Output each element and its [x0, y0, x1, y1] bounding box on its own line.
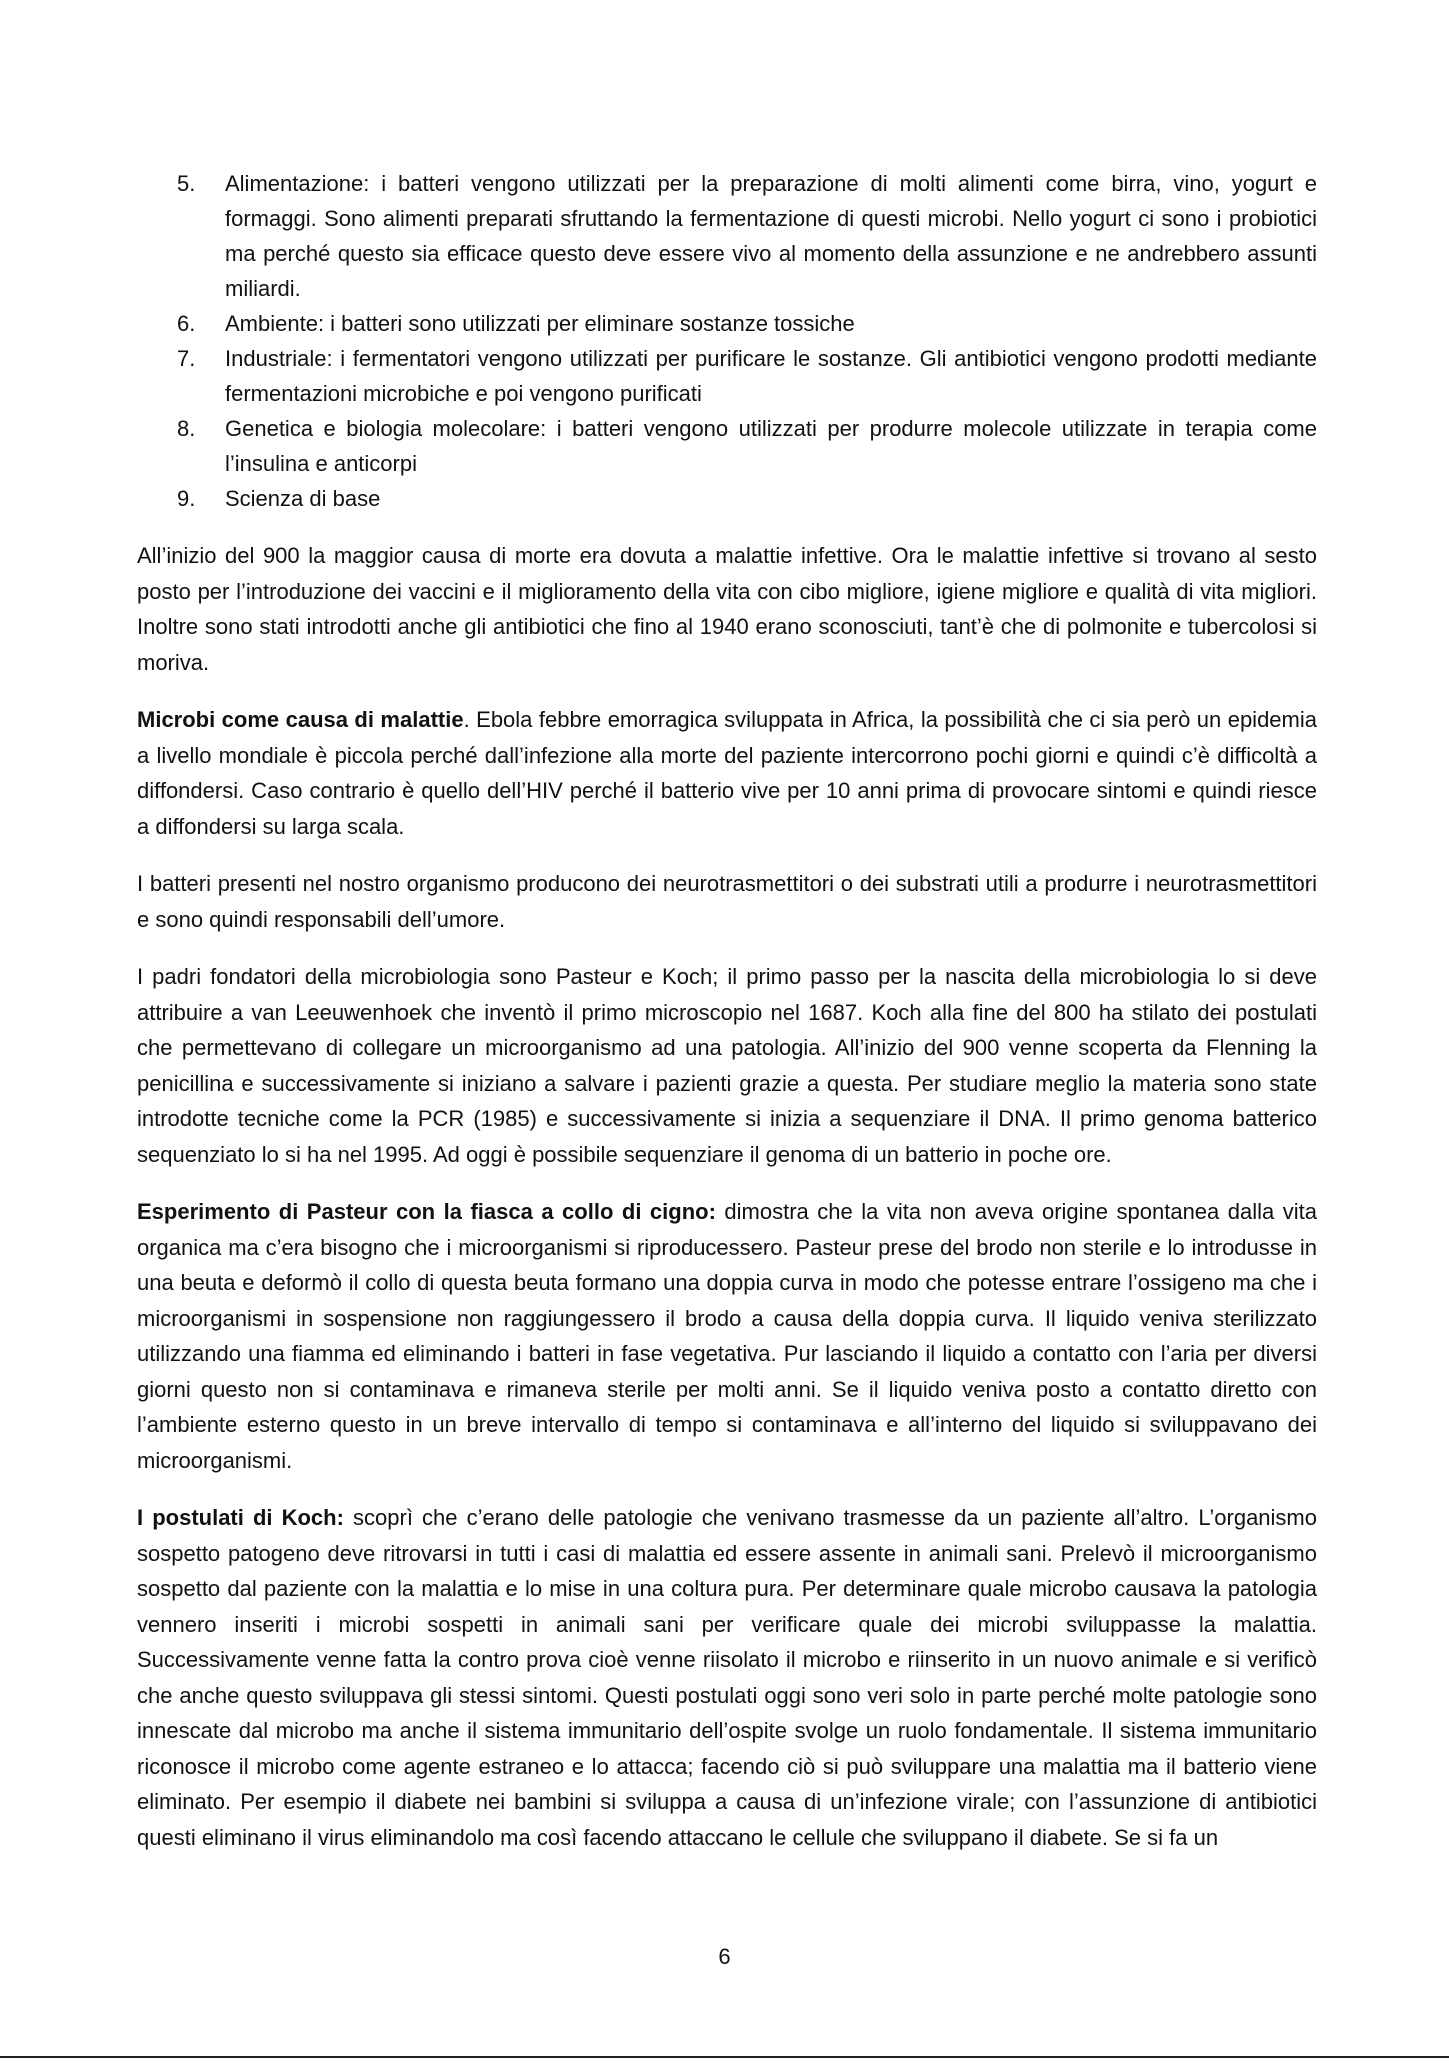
numbered-list	[137, 166, 1317, 516]
list-item-number: 9.	[177, 486, 196, 511]
list-item-text: Scienza di base	[225, 486, 381, 511]
paragraph-microbes-disease	[137, 702, 1317, 844]
list-item	[137, 166, 1317, 306]
list-item-number: 8.	[177, 416, 196, 441]
list-item-number: 7.	[177, 346, 196, 371]
list-item-text: Industriale: i fermentatori vengono utilizzati per purificare le sostanze. Gli antibiotici vengono prodotti mediante fermentazioni microbiche e poi vengono purificati	[225, 346, 1317, 406]
list-item-text: Alimentazione: i batteri vengono utilizzati per la preparazione di molti alimenti come birra, vino, yogurt e formaggi. Sono alimenti preparati sfruttando la fermentazione di questi microbi. Nello yogurt ci sono i probiotici ma perché questo sia efficace questo deve essere vivo al momento della assunzione e ne andrebbero assunti miliardi.	[225, 171, 1317, 301]
paragraph-neurotransmitters: I batteri presenti nel nostro organismo producono dei neurotrasmettitori o dei substrati utili a produrre i neurotrasmettitori e sono quindi responsabili dell’umore.	[137, 871, 1317, 932]
page-bottom-divider	[0, 2056, 1449, 2058]
paragraph-heading: I postulati di Koch:	[137, 1505, 344, 1530]
list-item-text: Ambiente: i batteri sono utilizzati per eliminare sostanze tossiche	[225, 311, 855, 336]
paragraph-text: . Ebola febbre emorragica sviluppata in Africa, la possibilità che ci sia però un epidemia a livello mondiale è piccola perché dall’infezione alla morte del paziente intercorrono pochi giorni e quindi c’è difficoltà a diffondersi. Caso contrario è quello dell’HIV perché il batterio vive per 10 anni prima di provocare sintomi e quindi riesce a diffondersi su larga scala.	[137, 707, 1317, 839]
list-item	[137, 306, 1317, 341]
paragraph-founders: I padri fondatori della microbiologia sono Pasteur e Koch; il primo passo per la nascita della microbiologia lo si deve attribuire a van Leeuwenhoek che inventò il primo microscopio nel 1687. Koch alla fine del 800 ha stilato dei postulati che permettevano di collegare un microorganismo ad una patologia. All’inizio del 900 venne scoperta da Flenning la penicillina e successivamente si iniziano a salvare i pazienti grazie a questa. Per studiare meglio la materia sono state introdotte tecniche come la PCR (1985) e successivamente si inizia a sequenziare il DNA. Il primo genoma batterico sequenziato lo si ha nel 1995. Ad oggi è possibile sequenziare il genoma di un batterio in poche ore.	[137, 964, 1317, 1167]
paragraph-pasteur-experiment	[137, 1194, 1317, 1478]
page-number: 6	[718, 1944, 731, 1969]
list-item	[137, 341, 1317, 411]
list-item-number: 6.	[177, 311, 196, 336]
page-content	[137, 166, 1317, 1877]
list-item-text: Genetica e biologia molecolare: i batteri vengono utilizzati per produrre molecole utilizzate in terapia come l’insulina e anticorpi	[225, 416, 1317, 476]
list-item	[137, 411, 1317, 481]
paragraph-text: dimostra che la vita non aveva origine spontanea dalla vita organica ma c’era bisogno che i microorganismi si riproducessero. Pasteur prese del brodo non sterile e lo introdusse in una beuta e deformò il collo di questa beuta formano una doppia curva in modo che potesse entrare l’ossigeno ma che i microorganismi in sospensione non raggiungessero il brodo a causa della doppia curva. Il liquido veniva sterilizzato utilizzando una fiamma ed eliminando i batteri in fase vegetativa. Pur lasciando il liquido a contatto con l’aria per diversi giorni questo non si contaminava e rimaneva sterile per molti anni. Se il liquido veniva posto a contatto diretto con l’ambiente esterno questo in un breve intervallo di tempo si contaminava e all’interno del liquido si sviluppavano dei microorganismi.	[137, 1199, 1317, 1473]
list-item-number: 5.	[177, 171, 196, 196]
list-item	[137, 481, 1317, 516]
paragraph-heading: Esperimento di Pasteur con la fiasca a collo di cigno:	[137, 1199, 716, 1224]
paragraph-infectious-diseases: All’inizio del 900 la maggior causa di morte era dovuta a malattie infettive. Ora le malattie infettive si trovano al sesto posto per l’introduzione dei vaccini e il miglioramento della vita con cibo migliore, igiene migliore e qualità di vita migliori. Inoltre sono stati introdotti anche gli antibiotici che fino al 1940 erano sconosciuti, tant’è che di polmonite e tubercolosi si moriva.	[137, 543, 1317, 675]
paragraph-koch-postulates	[137, 1500, 1317, 1855]
paragraph-text: scoprì che c’erano delle patologie che venivano trasmesse da un paziente all’altro. L’organismo sospetto patogeno deve ritrovarsi in tutti i casi di malattia ed essere assente in animali sani. Prelevò il microorganismo sospetto dal paziente con la malattia e lo mise in una coltura pura. Per determinare quale microbo causava la patologia vennero inseriti i microbi sospetti in animali sani per verificare quale dei microbi sviluppasse la malattia. Successivamente venne fatta la contro prova cioè venne riisolato il microbo e riinserito in un nuovo animale e si verificò che anche questo sviluppava gli stessi sintomi. Questi postulati oggi sono veri solo in parte perché molte patologie sono innescate dal microbo ma anche il sistema immunitario dell’ospite svolge un ruolo fondamentale. Il sistema immunitario riconosce il microbo come agente estraneo e lo attacca; facendo ciò si può sviluppare una malattia ma il batterio viene eliminato. Per esempio il diabete nei bambini si sviluppa a causa di un’infezione virale; con l’assunzione di antibiotici questi eliminano il virus eliminandolo ma così facendo attaccano le cellule che sviluppano il diabete. Se si fa un	[137, 1505, 1317, 1850]
paragraph-heading: Microbi come causa di malattie	[137, 707, 464, 732]
